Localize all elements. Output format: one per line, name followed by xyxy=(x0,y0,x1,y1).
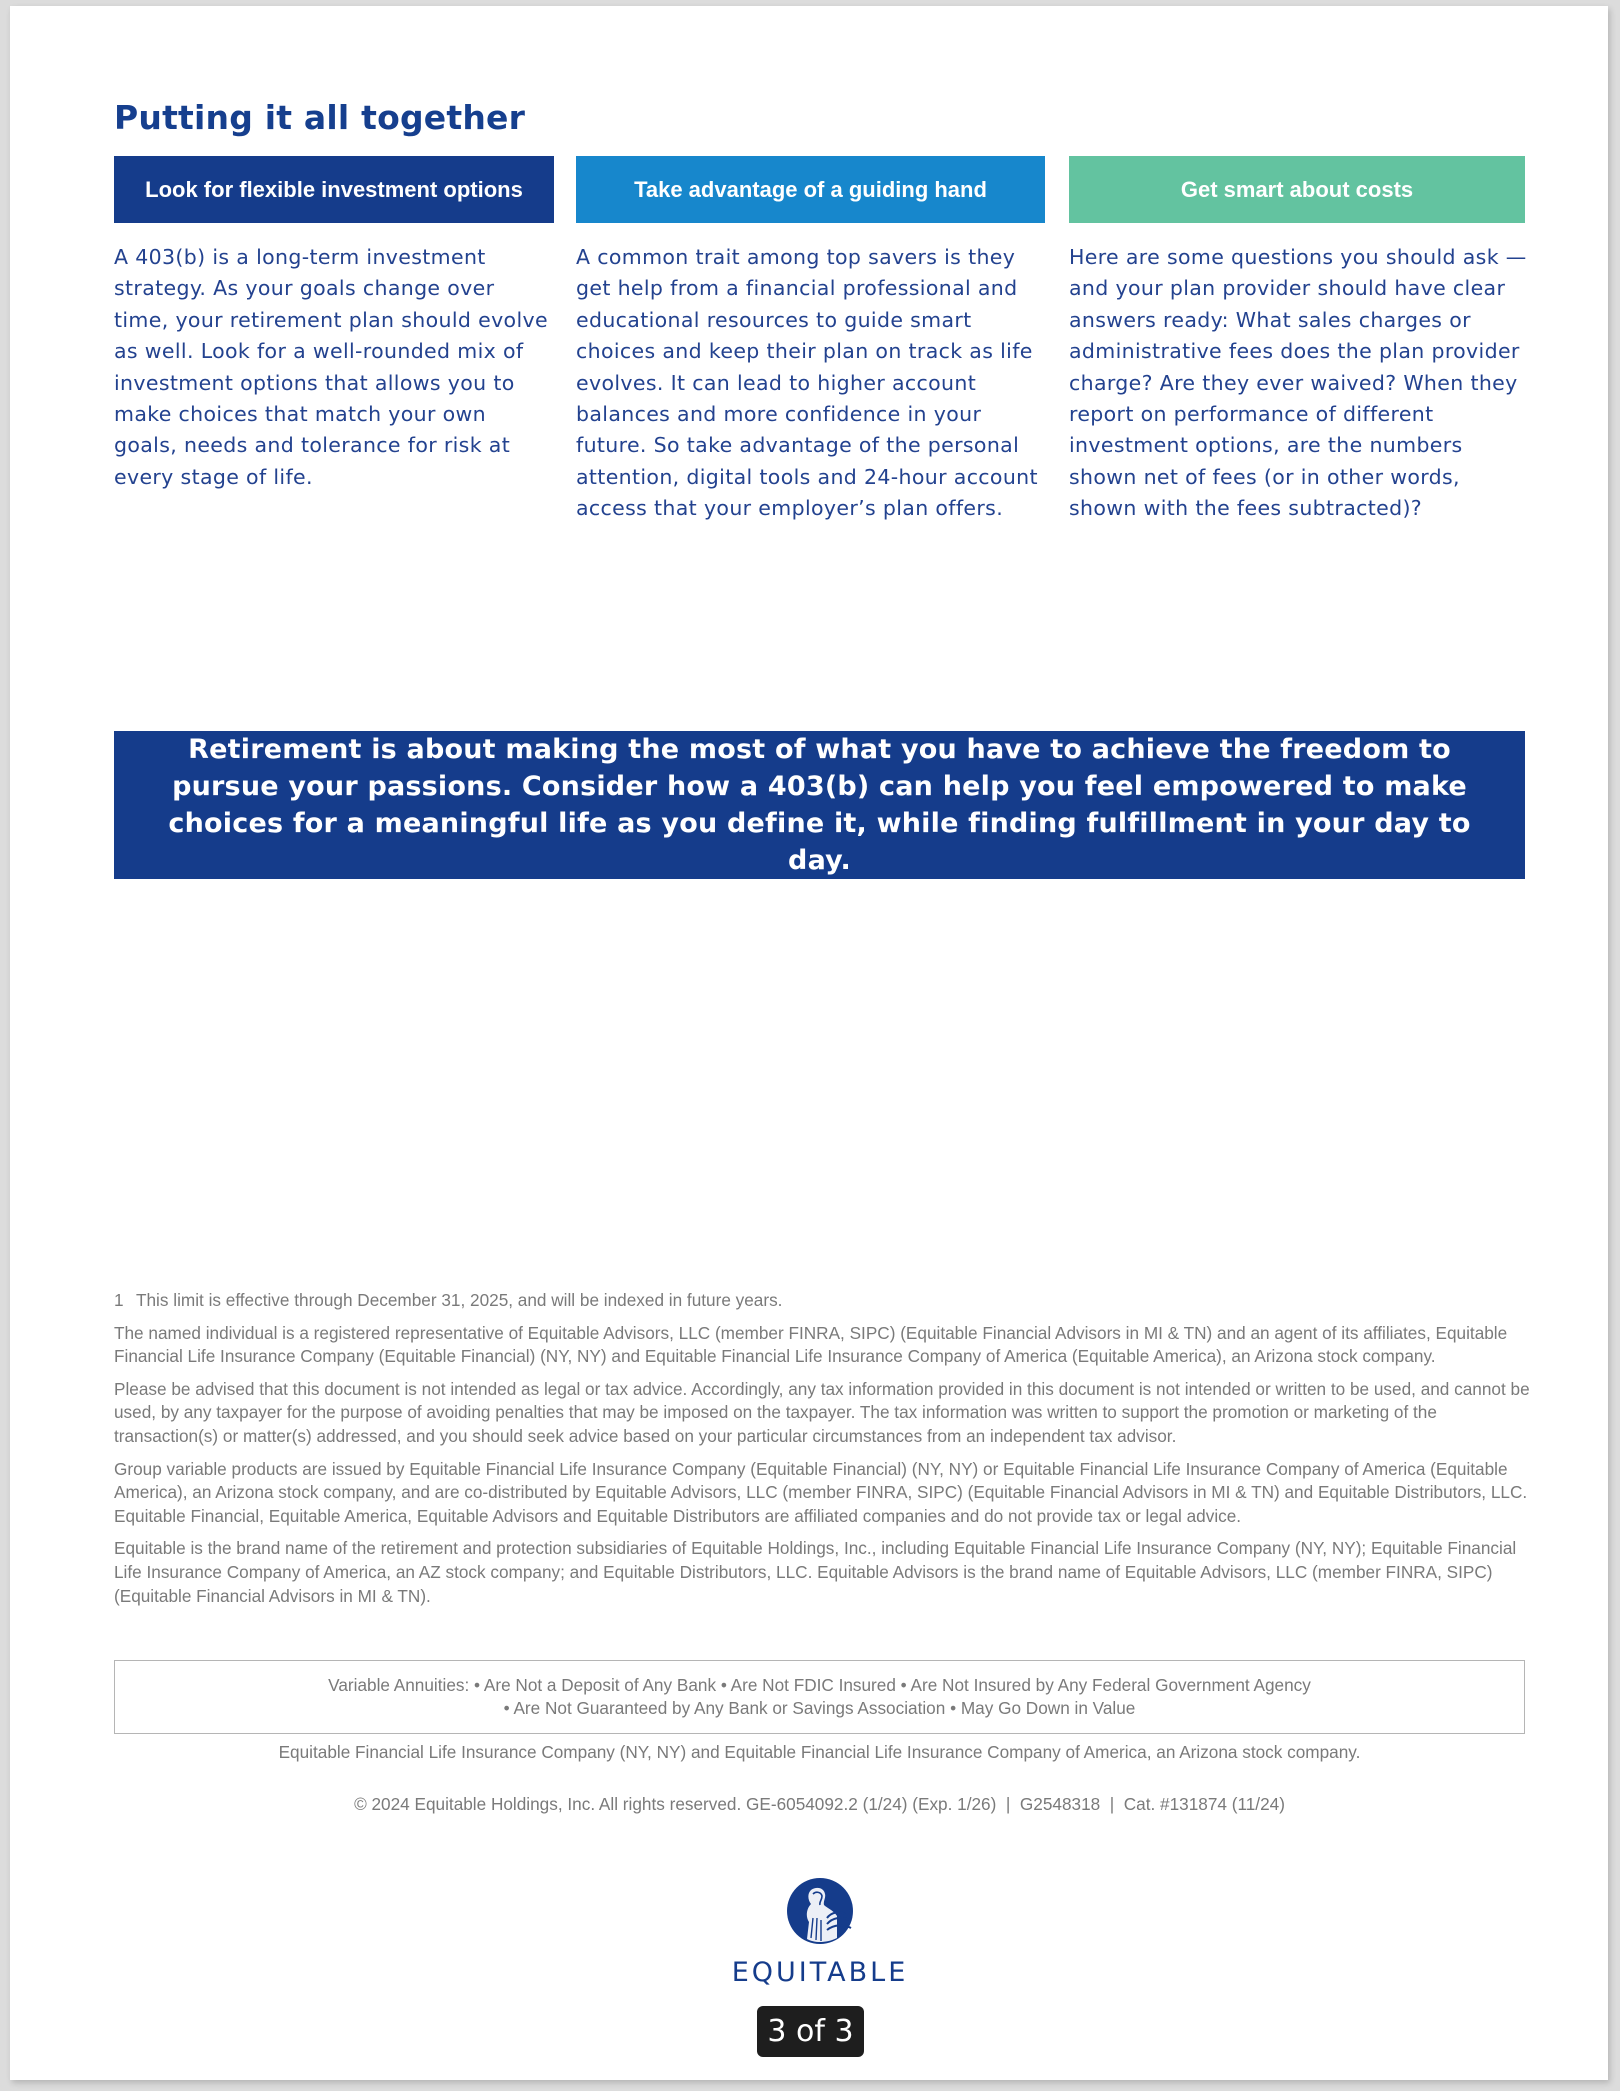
disclosures xyxy=(114,1289,1530,1617)
footnote-text: This limit is effective through December 31, 2025, and will be indexed in future years. xyxy=(136,1290,783,1310)
variable-annuities-line-2: • Are Not Guaranteed by Any Bank or Savings Association • May Go Down in Value xyxy=(503,1698,1136,1718)
footnote xyxy=(114,1289,1530,1313)
column-heading-costs: Get smart about costs xyxy=(1069,156,1525,223)
disclosure-paragraph: Please be advised that this document is not intended as legal or tax advice. Accordingly, any tax information provided in this document is not intended or written to be used, and cannot be used, by any taxpayer for the purpose of avoiding penalties that may be imposed on the taxpayer. The tax information was written to support the promotion or marketing of the transaction(s) or matter(s) addressed, and you should seek advice based on your particular circumstances from an independent tax advisor. xyxy=(114,1378,1530,1446)
column-heading-guiding-hand: Take advantage of a guiding hand xyxy=(576,156,1045,223)
column-body-flexible-options: A 403(b) is a long-term investment strategy. As your goals change over time, your retirement plan should evolve as well. Look for a well-rounded mix of investment options that allows you to make choices that match your own goals, needs and tolerance for risk at every stage of life. xyxy=(114,245,548,489)
document-page xyxy=(10,6,1608,2080)
callout-banner xyxy=(114,731,1525,879)
disclosure-paragraph: Equitable is the brand name of the retirement and protection subsidiaries of Equitable Holdings, Inc., including Equitable Financial Life Insurance Company (NY, NY); Equitable Financial Life Insurance Company of America, an AZ stock company; and Equitable Distributors, LLC. Equitable Advisors is the brand name of Equitable Advisors, LLC (member FINRA, SIPC) (Equitable Financial Advisors in MI & TN). xyxy=(114,1538,1517,1606)
footnote-number: 1 xyxy=(114,1290,124,1310)
column-body-costs: Here are some questions you should ask — and your plan provider should have clear answers ready: What sales charges or administrative fees does the plan provider charge? Are they ever waived? When they report on performance of different investment options, are the numbers shown net of fees (or in other words, shown with the fees subtracted)? xyxy=(1069,245,1527,521)
page-title: Putting it all together xyxy=(114,98,526,137)
variable-annuities-line-1: Variable Annuities: • Are Not a Deposit of Any Bank • Are Not FDIC Insured • Are Not Insured by Any Federal Government Agency xyxy=(328,1675,1311,1695)
brand-name: EQUITABLE xyxy=(731,1957,909,1988)
variable-annuities-notice xyxy=(114,1660,1525,1734)
copyright-line: © 2024 Equitable Holdings, Inc. All rights reserved. GE-6054092.2 (1/24) (Exp. 1/26) | G2548318 | Cat. #131874 (11/24) xyxy=(354,1794,1285,1814)
column-body-guiding-hand: A common trait among top savers is they get help from a financial professional and educational resources to guide smart choices and keep their plan on track as life evolves. It can lead to higher account balances and more confidence in your future. So take advantage of the personal attention, digital tools and 24-hour account access that your employer’s plan offers. xyxy=(576,245,1038,521)
disclosure-paragraph: Group variable products are issued by Equitable Financial Life Insurance Company (Equitable Financial) (NY, NY) or Equitable Financial Life Insurance Company of America (Equitable America), an Arizona stock company, and are co-distributed by Equitable Advisors, LLC (member FINRA, SIPC) (Equitable Financial Advisors in MI & TN) and Equitable Distributors, LLC. Equitable Financial, Equitable America, Equitable Advisors and Equitable Distributors are affiliated companies and do not provide tax or legal advice. xyxy=(114,1458,1528,1526)
equitable-logo-icon xyxy=(787,1878,853,1944)
page-indicator: 3 of 3 xyxy=(757,2006,864,2057)
company-line: Equitable Financial Life Insurance Company (NY, NY) and Equitable Financial Life Insurance Company of America, an Arizona stock company. xyxy=(278,1742,1361,1762)
column-heading-flexible-options: Look for flexible investment options xyxy=(114,156,554,223)
callout-banner-text: Retirement is about making the most of what you have to achieve the freedom to pursue your passions. Consider how a 403(b) can help you feel empowered to make choices for a meaningful life as you define it, while finding fulfillment in your day to day. xyxy=(168,734,1471,876)
disclosure-paragraph: The named individual is a registered representative of Equitable Advisors, LLC (member FINRA, SIPC) (Equitable Financial Advisors in MI & TN) and an agent of its affiliates, Equitable Financial Life Insurance Company (Equitable Financial) (NY, NY) and Equitable Financial Life Insurance Company of America (Equitable America), an Arizona stock company. xyxy=(114,1322,1508,1367)
